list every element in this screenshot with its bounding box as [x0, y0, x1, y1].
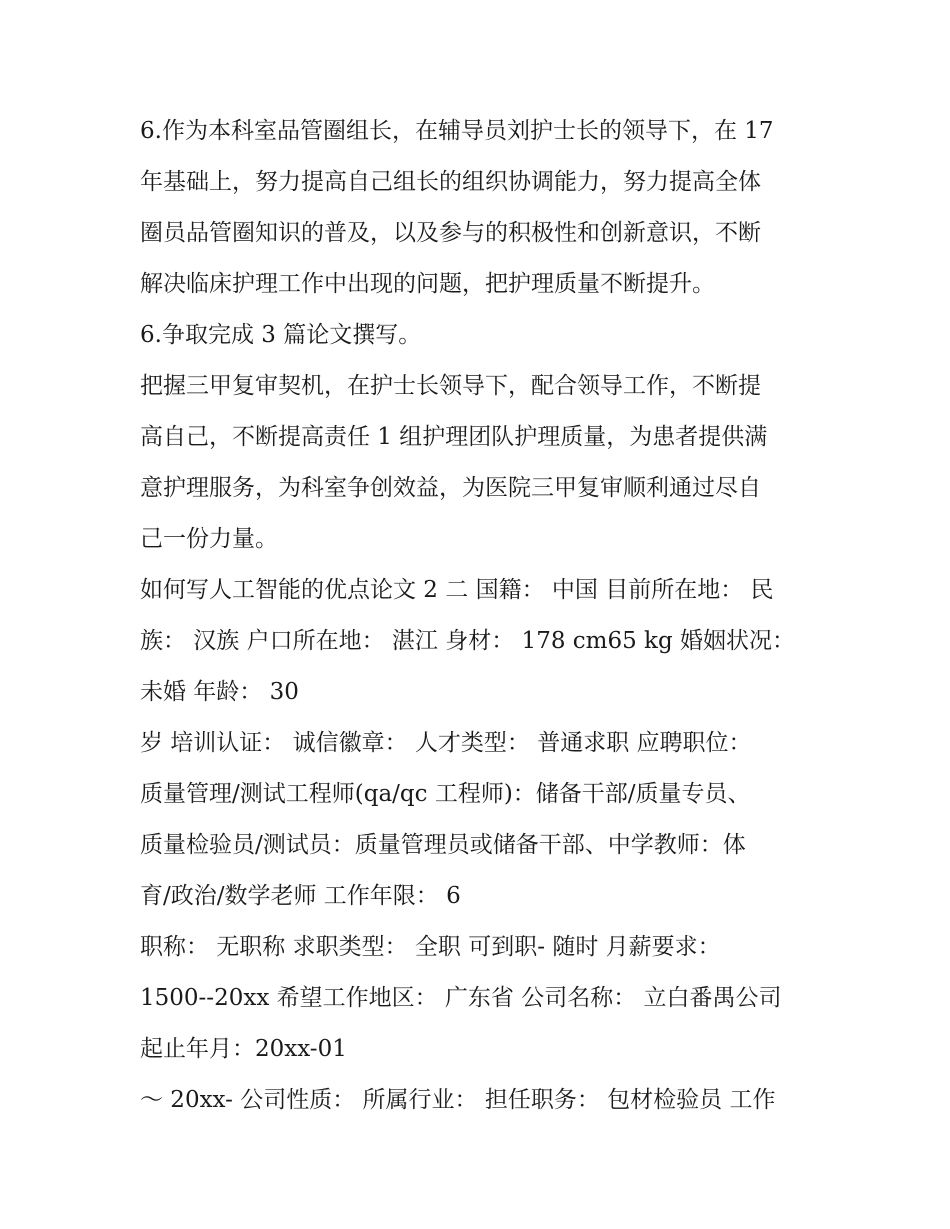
text-line: 高自己，不断提高责任 1 组护理团队护理质量，为患者提供满	[140, 424, 768, 450]
text-line: 己一份力量。	[140, 526, 278, 552]
text-line: 6.争取完成 3 篇论文撰写。	[140, 322, 422, 348]
text-line: 年基础上，努力提高自己组长的组织协调能力，努力提高全体	[140, 169, 761, 195]
text-line: 职称： 无职称 求职类型： 全职 可到职- 随时 月薪要求：	[140, 934, 721, 960]
document-body	[140, 106, 830, 1126]
text-line: 解决临床护理工作中出现的问题，把护理质量不断提升。	[140, 271, 715, 297]
text-line: 未婚 年龄： 30	[140, 679, 299, 705]
text-line: ～ 20xx- 公司性质： 所属行业： 担任职务： 包材检验员 工作	[140, 1087, 776, 1113]
text-line: 圈员品管圈知识的普及，以及参与的积极性和创新意识，不断	[140, 220, 761, 246]
text-line: 质量管理/测试工程师(qa/qc 工程师)：储备干部/质量专员、	[140, 781, 751, 807]
text-line: 岁 培训认证： 诚信徽章： 人才类型： 普通求职 应聘职位：	[140, 730, 752, 756]
text-line: 如何写人工智能的优点论文 2 二 国籍： 中国 目前所在地： 民	[140, 577, 774, 603]
text-line: 把握三甲复审契机，在护士长领导下，配合领导工作，不断提	[140, 373, 761, 399]
text-line: 6.作为本科室品管圈组长，在辅导员刘护士长的领导下，在 17	[140, 118, 774, 144]
text-line: 族： 汉族 户口所在地： 湛江 身材： 178 cm65 kg 婚姻状况：	[140, 628, 796, 654]
text-line: 意护理服务，为科室争创效益，为医院三甲复审顺利通过尽自	[140, 475, 761, 501]
text-line: 育/政治/数学老师 工作年限： 6	[140, 883, 461, 909]
text-line: 1500--20xx 希望工作地区： 广东省 公司名称： 立白番禺公司	[140, 985, 782, 1011]
text-line: 质量检验员/测试员：质量管理员或储备干部、中学教师：体	[140, 832, 746, 858]
text-line: 起止年月：20xx-01	[140, 1036, 347, 1062]
